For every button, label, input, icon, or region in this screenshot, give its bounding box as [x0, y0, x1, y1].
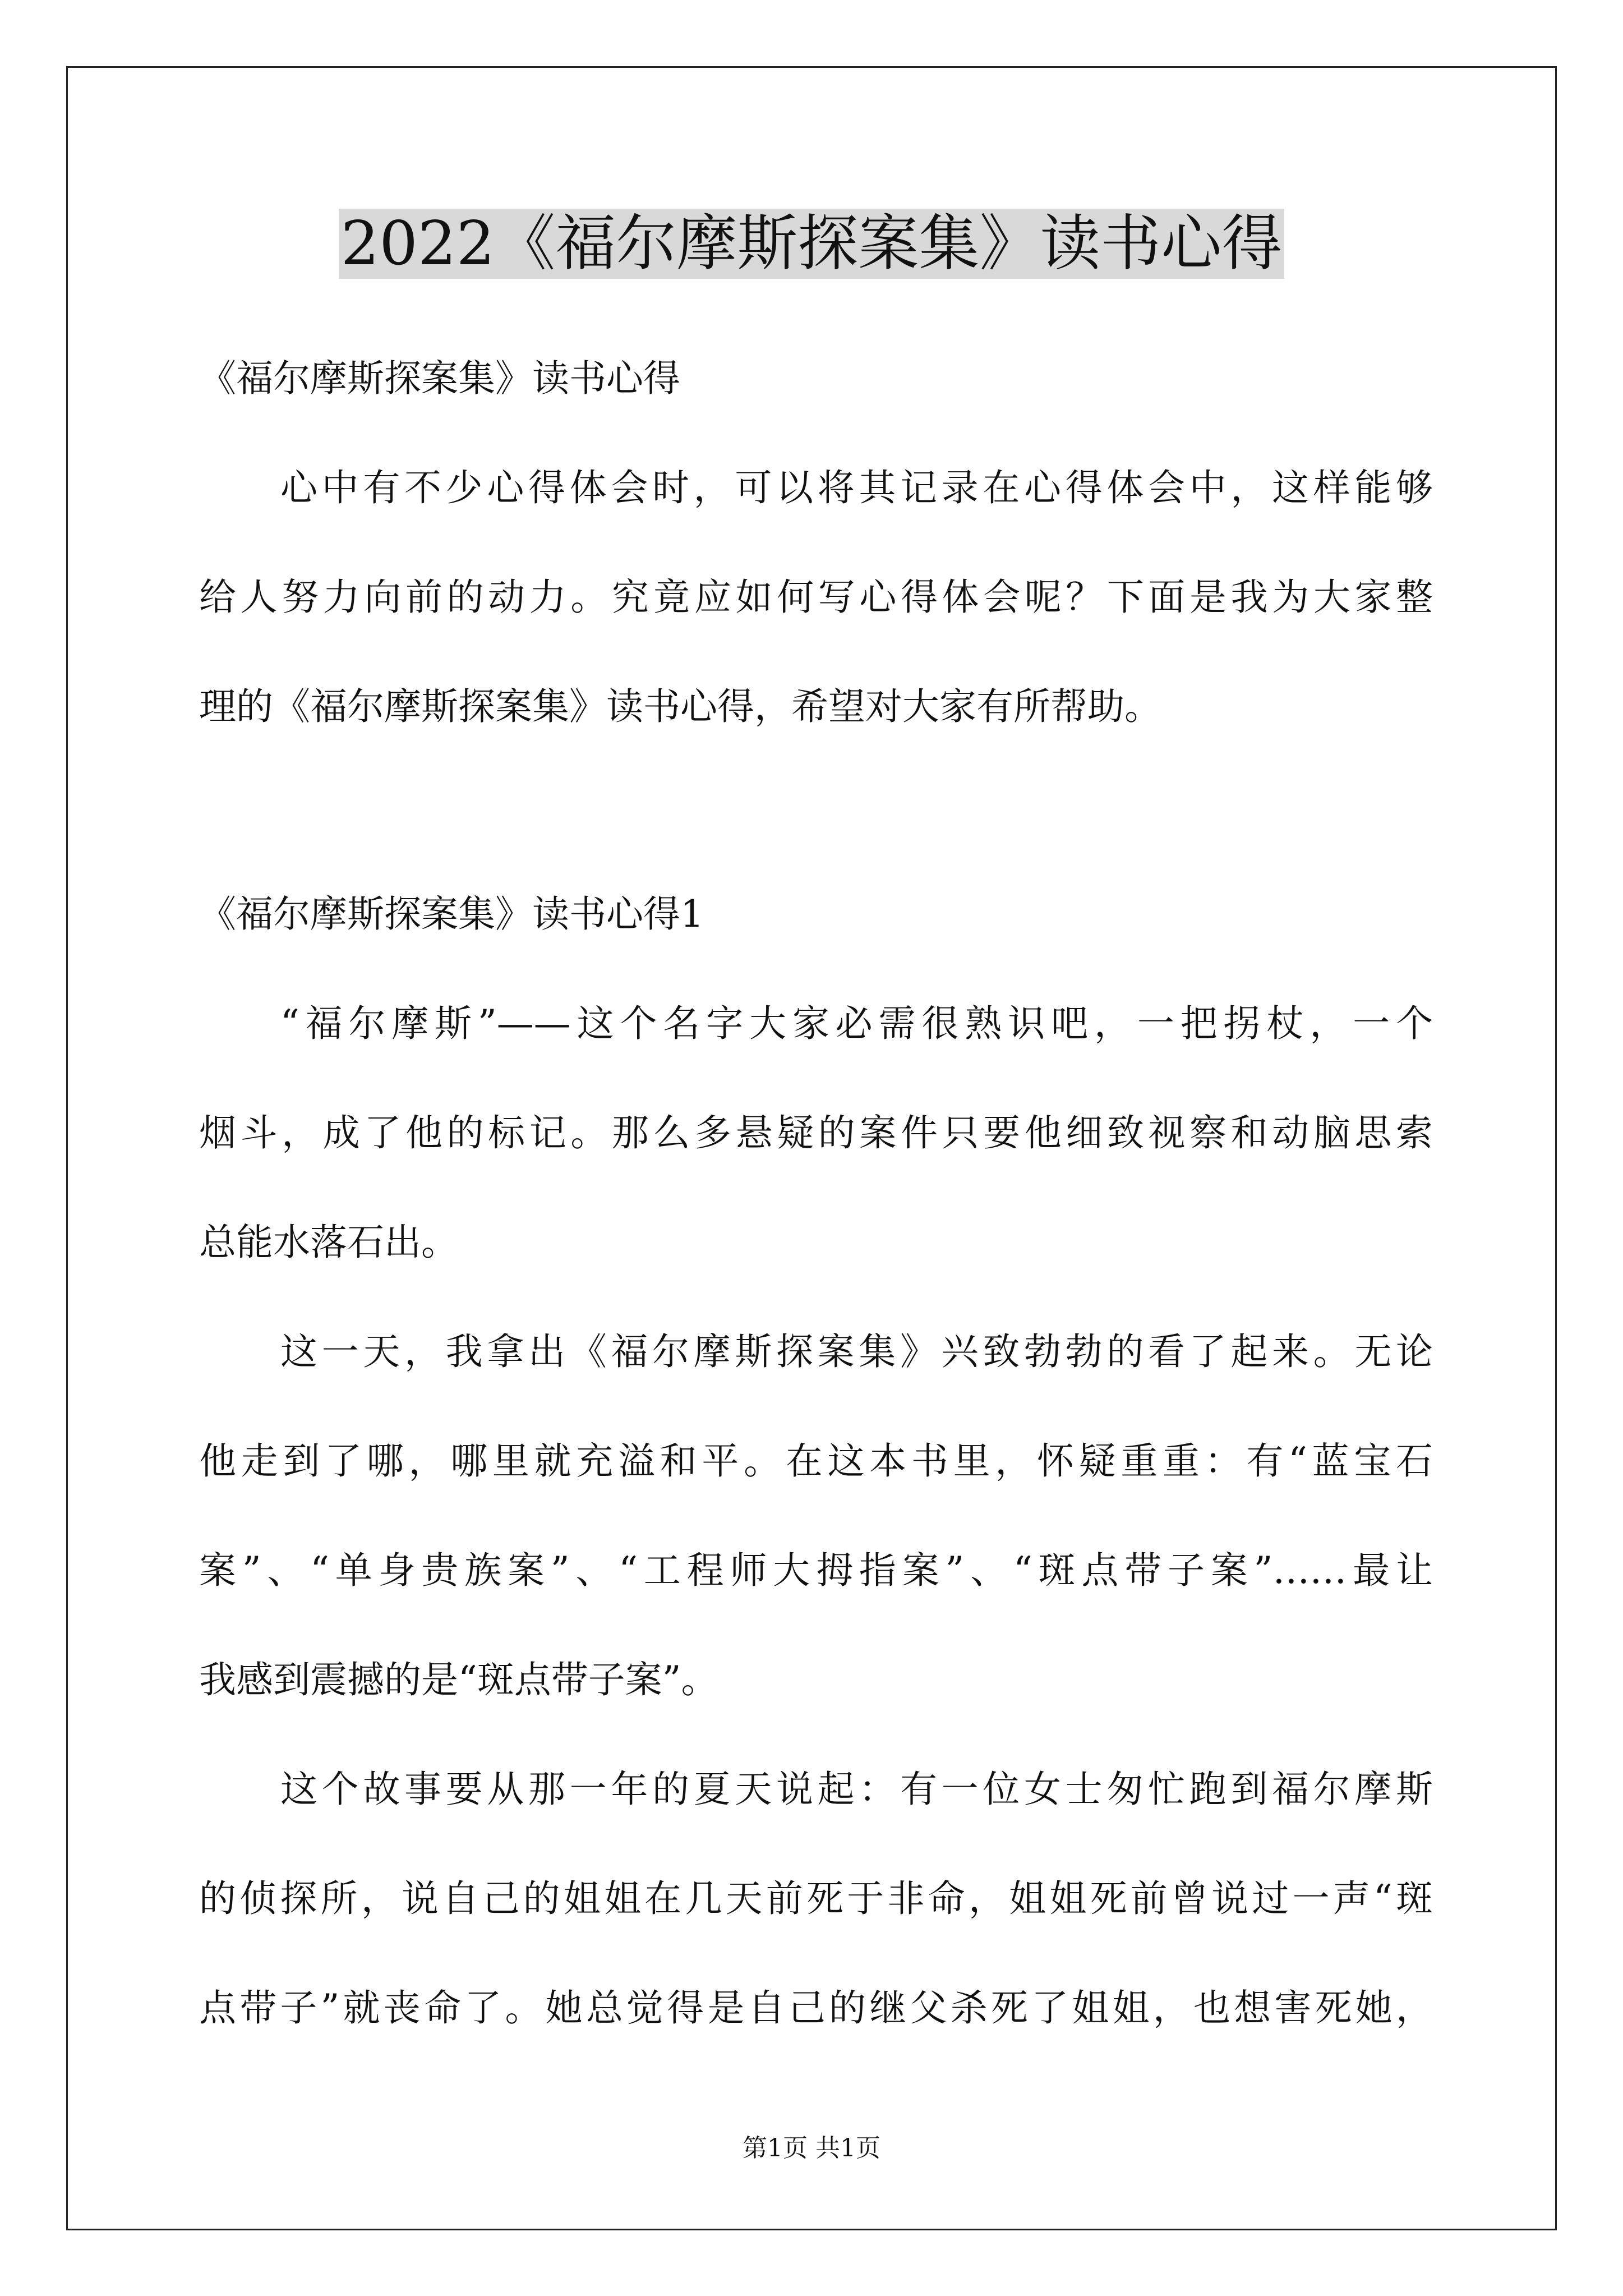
paragraph-line: 烟斗，成了他的标记。那么多悬疑的案件只要他细致视察和动脑思索 [199, 1111, 1433, 1154]
paragraph-line: “福尔摩斯”——这个名字大家必需很熟识吧，一把拐杖，一个 [280, 1002, 1433, 1045]
paragraph-line: 总能水落石出。 [199, 1221, 458, 1264]
paragraph-line: 我感到震撼的是“斑点带子案”。 [199, 1658, 718, 1701]
paragraph-line: 这个故事要从那一年的夏天说起：有一位女士匆忙跑到福尔摩斯 [280, 1768, 1433, 1811]
subtitle: 《福尔摩斯探案集》读书心得 [199, 357, 680, 400]
paragraph-line: 点带子”就丧命了。她总觉得是自己的继父杀死了姐姐，也想害死她， [199, 1986, 1433, 2030]
paragraph-line: 这一天，我拿出《福尔摩斯探案集》兴致勃勃的看了起来。无论 [280, 1330, 1433, 1373]
paragraph-line: 他走到了哪，哪里就充溢和平。在这本书里，怀疑重重：有“蓝宝石 [199, 1439, 1433, 1483]
paragraph-line: 的侦探所，说自己的姐姐在几天前死于非命，姐姐死前曾说过一声“斑 [199, 1877, 1433, 1920]
intro-line: 心中有不少心得体会时，可以将其记录在心得体会中，这样能够 [280, 466, 1433, 509]
paragraph-line: 案”、“单身贵族案”、“工程师大拇指案”、“斑点带子案”……最让 [199, 1549, 1433, 1592]
section-heading: 《福尔摩斯探案集》读书心得1 [199, 892, 704, 936]
intro-line: 理的《福尔摩斯探案集》读书心得，希望对大家有所帮助。 [199, 685, 1161, 728]
document-title-text: 2022《福尔摩斯探案集》读书心得 [339, 209, 1285, 279]
document-title [0, 205, 1623, 283]
intro-line: 给人努力向前的动力。究竟应如何写心得体会呢？下面是我为大家整 [199, 576, 1433, 619]
page-footer: 第1页 共1页 [743, 2134, 880, 2162]
